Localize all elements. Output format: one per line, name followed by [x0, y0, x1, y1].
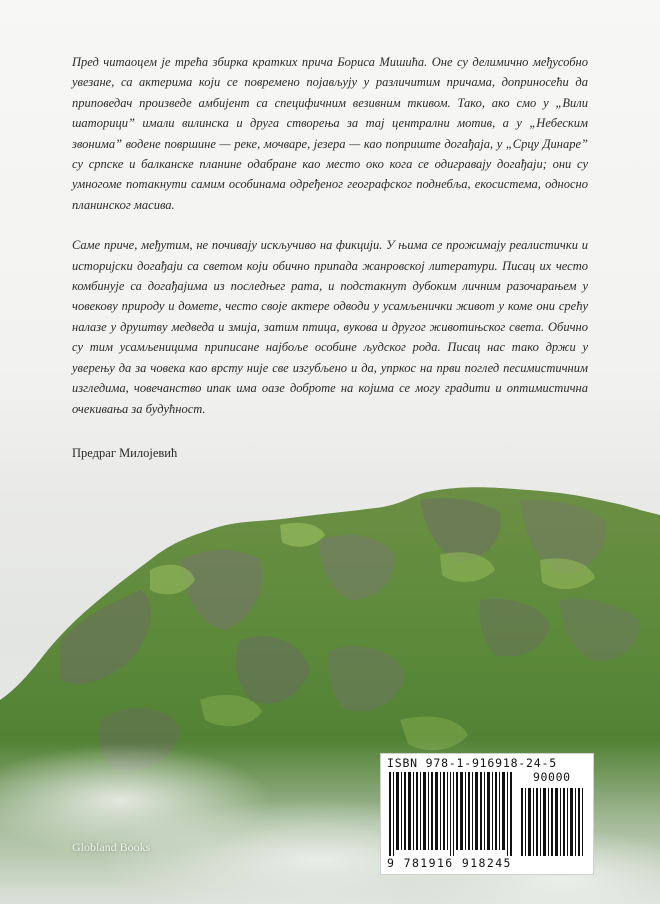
price-code: 90000	[533, 770, 571, 784]
description-paragraph-2: Саме приче, међутим, не почивају искључиво на фикцији. У њима се прожимају реалистички и историјски догађаји са светом који обично припада жанровској литератури. Писац их често комбинује са догађајима из последњег рата, и подстакнут дубоким личним разочарањем у човекову природу и домете, често своје актере одводи у усамљенички живот у коме они срећу налазе у друштву медведа и змија, затим птица, вукова и другог животињског света. Обично су тим усамљеницима приписане најбоље особине људског рода. Писац нас тако држи у уверењу да за човека као врсту није све изгубљено и да, упркос на први поглед песимистичним изгледима, човечанство ипак има оазе доброте на којима се могу градити и оптимистична очекивања за будућност.	[72, 238, 588, 416]
isbn-label: ISBN 978-1-916918-24-5	[387, 756, 557, 770]
description-text	[72, 52, 588, 439]
barcode-digits: 9 781916 918245	[387, 856, 512, 870]
description-paragraph-1: Пред читаоцем је трећа збирка кратких прича Бориса Мишића. Оне су делимично међусобно увезане, са актерима који се повремено појављују у различитим причама, доприносећи да приповедач произведе амбијент са специфичним везивним ткивом. Тако, ако смо у „Вили шаторици” имали вилинска и друга створења за тај централни мотив, а у „Небеским звонима” водене површине — реке, мочваре, језера — као поприште догађаја, у „Срцу Динаре” су српске и балканске планине одабране као место око кога се одигравају догађаји; они су умногоме потакнути самим особинама одређеног географског поднебља, екосистема, односно планинског масива.	[72, 55, 588, 212]
isbn-barcode	[380, 753, 594, 875]
publisher-name: Globland Books	[72, 840, 151, 854]
author-signature: Предраг Милојевић	[72, 446, 178, 460]
